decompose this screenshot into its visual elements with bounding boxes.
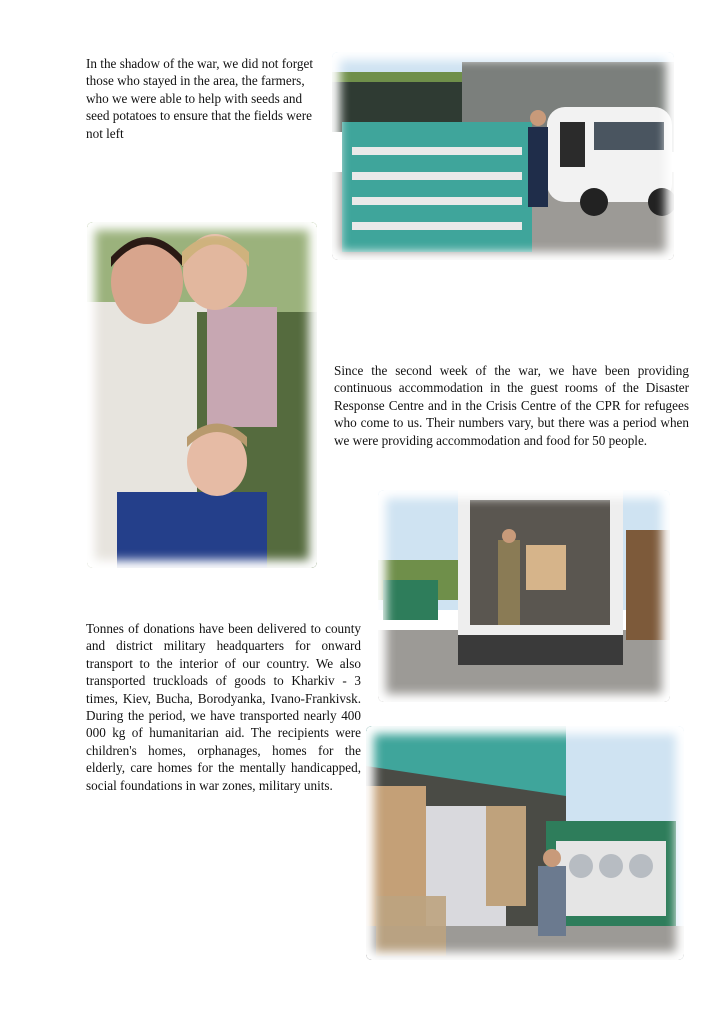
photo-refugee-family	[87, 222, 317, 568]
paragraph-refugees: Since the second week of the war, we have been providing continuous accommodation in the guest rooms of the Disaster Response Centre and in the Crisis Centre of the CPR for refugees who come to us. Their numbers vary, but there was a period when we were providing accommodation and food for 50 people.	[334, 363, 689, 448]
photo-aid-trucks	[366, 726, 684, 960]
photo-truck-loading	[378, 490, 670, 702]
paragraph-farmers: In the shadow of the war, we did not forget those who stayed in the area, the farmers, who we were able to help with seeds and seed potatoes to ensure that the fields were not left	[86, 56, 314, 141]
paragraph-donations: Tonnes of donations have been delivered to county and district military headquarters for onward transport to the interior of our country. We also transported truckloads of goods to Kharkiv - 3 times, Kiev, Bucha, Borodyanka, Ivano-Frankivsk. During the period, we have transported nearly 400 000 kg of humanitarian aid. The recipients were children's homes, orphanages, homes for the elderly, care homes for the mentally handicapped, social foundations in war zones, military units.	[86, 621, 361, 793]
photo-seed-delivery	[332, 52, 674, 260]
